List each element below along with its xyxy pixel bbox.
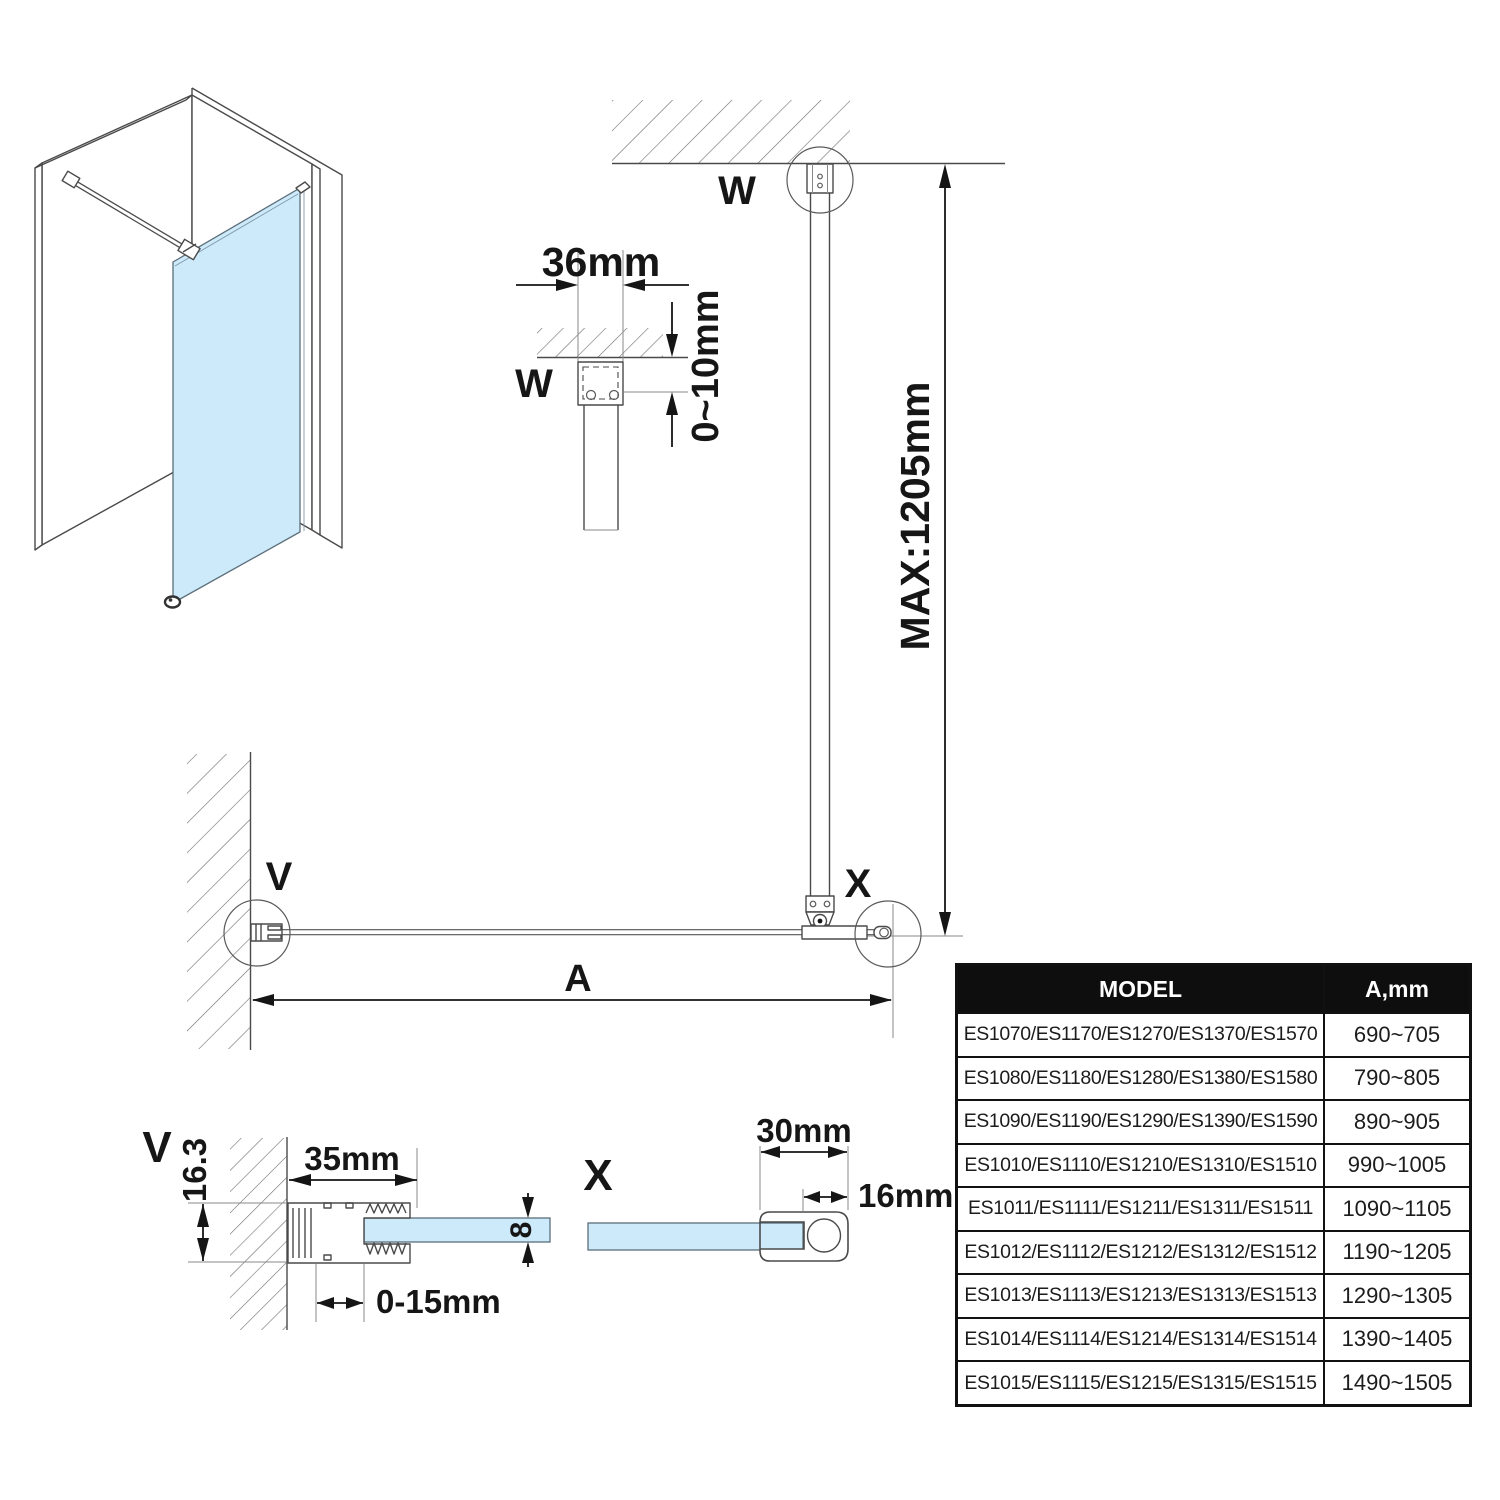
dim-163-arrow-bottom (197, 1238, 209, 1261)
model-cell: ES1070/ES1170/ES1270/ES1370/ES1570 (957, 1013, 1325, 1057)
model-cell: ES1080/ES1180/ES1280/ES1380/ES1580 (957, 1057, 1325, 1101)
w-detail-view (515, 239, 727, 530)
table-header-a: A,mm (1324, 965, 1471, 1014)
dim-16-arrow-left (804, 1191, 820, 1203)
dim-8-arrow-bottom (522, 1242, 534, 1263)
table-row (957, 1318, 1471, 1362)
label-x-detail: X (583, 1151, 613, 1200)
wall-hatch (187, 754, 250, 1049)
label-30mm: 30mm (756, 1112, 852, 1149)
x-detail-glass (588, 1223, 803, 1250)
dim-gap-arrow-top (666, 334, 678, 357)
table-row (957, 1231, 1471, 1275)
label-8: 8 (505, 1221, 538, 1239)
label-w-detail: W (515, 362, 553, 406)
dim-gap-arrow-bottom (666, 392, 678, 415)
pivot-hinge-dot (818, 919, 823, 924)
v-detail-hatch (230, 1138, 287, 1330)
a-cell: 990~1005 (1324, 1144, 1471, 1188)
a-cell: 1190~1205 (1324, 1231, 1471, 1275)
model-cell: ES1010/ES1110/ES1210/ES1310/ES1510 (957, 1144, 1325, 1188)
x-detail-view (583, 1112, 953, 1261)
ceiling-hatch (612, 100, 850, 163)
model-cell: ES1014/ES1114/ES1214/ES1314/ES1514 (957, 1318, 1325, 1362)
w-detail-hatch (537, 328, 663, 358)
label-163: 16.3 (176, 1137, 213, 1203)
pole-body (811, 193, 829, 896)
table-row (957, 1187, 1471, 1231)
model-cell: ES1090/ES1190/ES1290/ES1390/ES1590 (957, 1100, 1325, 1144)
v-detail-view (142, 1123, 550, 1330)
label-0-10mm: 0~10mm (685, 289, 727, 443)
dim-a-arrow-left (252, 994, 274, 1006)
table-row (957, 1013, 1471, 1057)
label-v-detail: V (142, 1123, 172, 1172)
label-16mm: 16mm (858, 1177, 954, 1214)
table-row (957, 1057, 1471, 1101)
dim-max-arrow-top (939, 164, 951, 188)
label-35mm: 35mm (304, 1140, 400, 1177)
label-x-plan: X (844, 862, 872, 906)
a-cell: 890~905 (1324, 1100, 1471, 1144)
dim-8-arrow-top (522, 1197, 534, 1218)
dim-163-arrow-top (197, 1204, 209, 1227)
model-cell: ES1013/ES1113/ES1213/ES1313/ES1513 (957, 1274, 1325, 1318)
label-a: A (564, 958, 592, 1000)
model-cell: ES1011/ES1111/ES1211/ES1311/ES1511 (957, 1187, 1325, 1231)
a-cell: 790~805 (1324, 1057, 1471, 1101)
glass-clamp-plan (802, 926, 867, 939)
glass-bottom-foot (165, 597, 180, 608)
label-max: MAX:1205mm (892, 381, 938, 651)
table-row (957, 1100, 1471, 1144)
a-cell: 1090~1105 (1324, 1187, 1471, 1231)
table-row (957, 1274, 1471, 1318)
dim-015-arrow-left (317, 1297, 334, 1309)
a-cell: 1390~1405 (1324, 1318, 1471, 1362)
table-header-model: MODEL (957, 965, 1325, 1014)
iso-right-wall-front-edge (312, 164, 320, 535)
iso-left-wall-edge (35, 163, 42, 550)
dim-a-arrow-right (870, 994, 892, 1006)
table-header-row (957, 965, 1471, 1014)
a-cell: 1290~1305 (1324, 1274, 1471, 1318)
label-w-plan: W (718, 169, 756, 213)
a-cell: 690~705 (1324, 1013, 1471, 1057)
label-36mm: 36mm (541, 239, 661, 285)
label-v-plan: V (265, 855, 293, 899)
model-table (955, 963, 1463, 1407)
model-cell: ES1015/ES1115/ES1215/ES1315/ES1515 (957, 1361, 1325, 1405)
iso-view (35, 88, 342, 608)
dim-015-arrow-right (346, 1297, 363, 1309)
dim-max-arrow-bottom (939, 912, 951, 936)
table-row (957, 1361, 1471, 1405)
dim-16-arrow-right (831, 1191, 847, 1203)
glass-bottom-foot-dot (169, 598, 173, 602)
table-row (957, 1144, 1471, 1188)
model-cell: ES1012/ES1112/ES1212/ES1312/ES1512 (957, 1231, 1325, 1275)
a-cell: 1490~1505 (1324, 1361, 1471, 1405)
label-015mm: 0-15mm (376, 1283, 501, 1320)
x-detail-post-circle (808, 1219, 841, 1252)
iso-left-wall-face (42, 95, 192, 545)
